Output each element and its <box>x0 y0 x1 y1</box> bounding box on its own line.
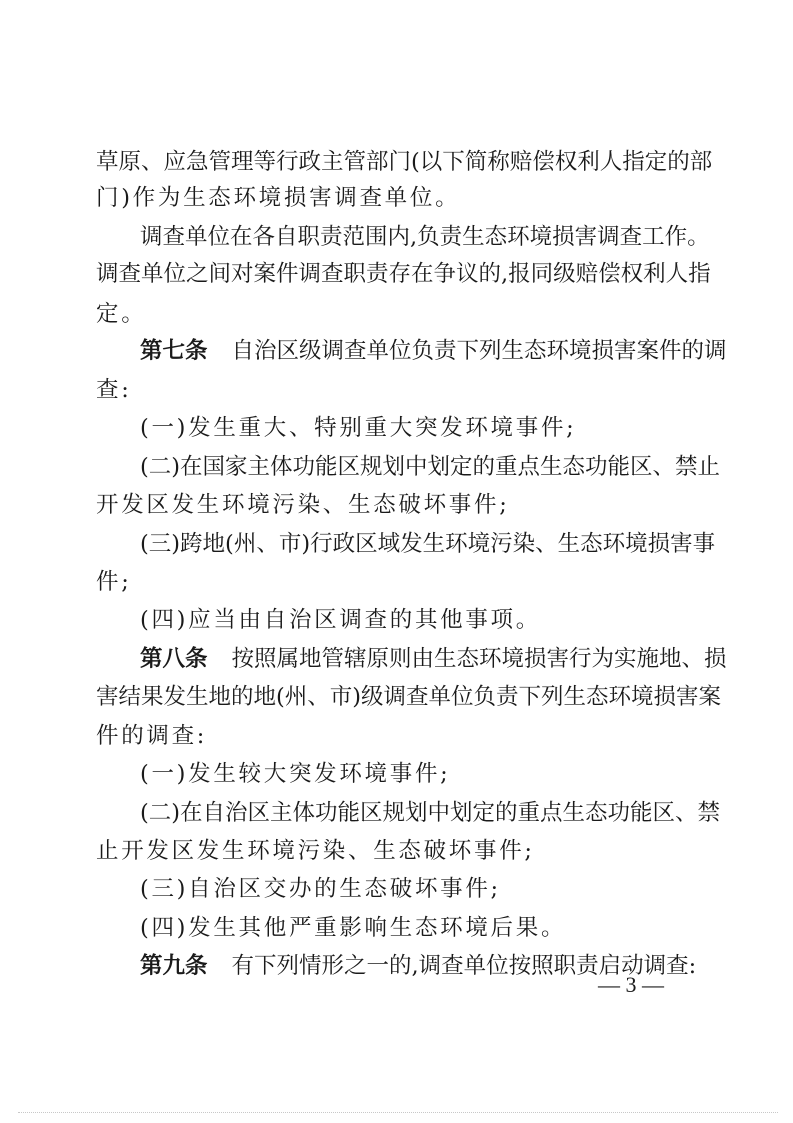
list-item: (一)发生重大、特别重大突发环境事件; <box>140 415 577 441</box>
text-line: 开发区发生环境污染、生态破坏事件; <box>96 492 510 518</box>
text-line: 件; <box>96 569 132 595</box>
article-heading: 第九条 <box>140 953 208 979</box>
text-line: 调查单位之间对案件调查职责存在争议的,报同级赔偿权利人指 <box>96 261 711 287</box>
text-line: 定。 <box>96 301 147 327</box>
text-line: 调查单位在各自职责范围内,负责生态环境损害调查工作。 <box>140 224 710 250</box>
list-item: (四)应当由自治区调查的其他事项。 <box>140 607 541 633</box>
text-line: 草原、应急管理等行政主管部门(以下简称赔偿权利人指定的部 <box>96 149 713 175</box>
list-item: (二)在自治区主体功能区规划中划定的重点生态功能区、禁 <box>140 800 721 826</box>
text-line: 有下列情形之一的,调查单位按照职责启动调查: <box>231 953 697 979</box>
text-line: 止开发区发生环境污染、生态破坏事件; <box>96 838 535 864</box>
article-heading: 第七条 <box>140 338 208 364</box>
text-line: 查: <box>96 377 132 403</box>
list-item: (三)跨地(州、市)行政区域发生环境污染、生态环境损害事 <box>140 531 716 557</box>
text-line: 自治区级调查单位负责下列生态环境损害案件的调 <box>231 338 727 364</box>
text-line: 按照属地管辖原则由生态环境损害行为实施地、损 <box>231 646 727 672</box>
list-item: (三)自治区交办的生态破坏事件; <box>140 876 501 902</box>
page-edge-divider <box>18 1112 778 1113</box>
article-8-line <box>140 646 727 672</box>
article-heading: 第八条 <box>140 646 208 672</box>
page-number: — 3 — <box>598 972 664 997</box>
text-line: 件的调查: <box>96 723 208 749</box>
text-line: 门)作为生态环境损害调查单位。 <box>96 185 461 211</box>
list-item: (四)发生其他严重影响生态环境后果。 <box>140 915 567 941</box>
list-item: (一)发生较大突发环境事件; <box>140 761 451 787</box>
text-line: 害结果发生地的地(州、市)级调查单位负责下列生态环境损害案 <box>96 684 722 710</box>
article-7-line <box>140 338 727 364</box>
list-item: (二)在国家主体功能区规划中划定的重点生态功能区、禁止 <box>140 454 721 480</box>
